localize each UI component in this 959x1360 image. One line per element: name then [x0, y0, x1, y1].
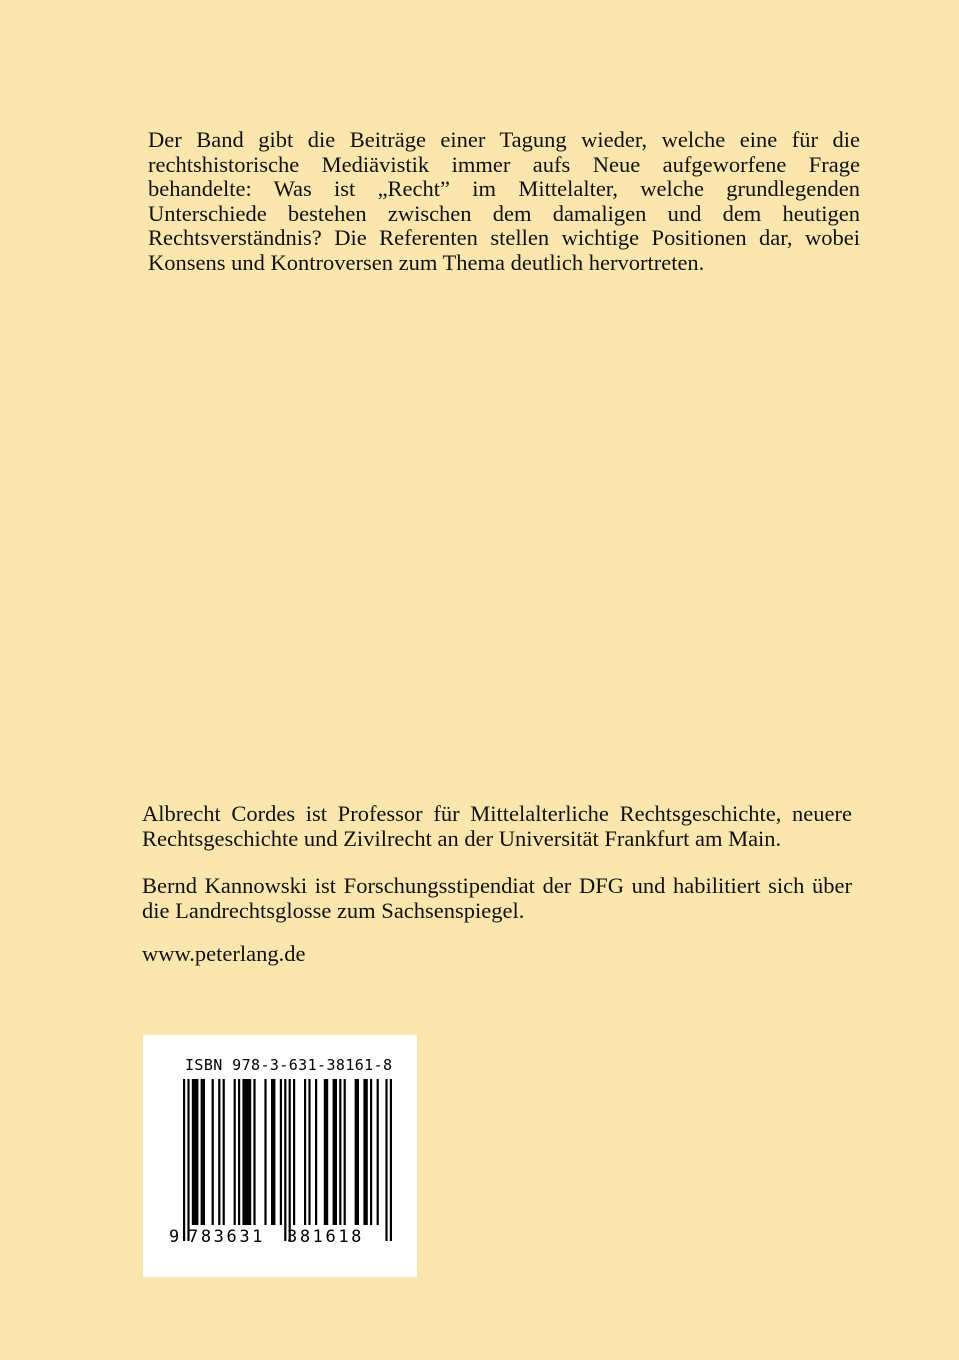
isbn-label: ISBN 978-3-631-38161-8 [185, 1056, 393, 1074]
barcode-bar-5 [218, 1079, 220, 1225]
barcode-bar-23 [344, 1079, 346, 1225]
blurb-text: Der Band gibt die Beiträge einer Tagung wieder, welche eine für die rechtshistorische Mediävistik immer aufs Neue aufgeworfene Frage behandelte: Was ist „Recht” im Mittelalter, welche grundlegenden Unterschiede bestehen zwischen dem damaligen und dem heutigen Rechtsverständnis? Die Referenten stellen wichtige Positionen dar, wobei Konsens und Kontroversen zum Thema deutlich hervortreten. [148, 127, 860, 275]
barcode-bar-11 [264, 1079, 266, 1225]
barcode-bar-27 [377, 1079, 379, 1225]
barcode-bar-20 [324, 1079, 328, 1225]
barcode-bar-29 [390, 1079, 392, 1241]
barcode-bars [143, 1035, 417, 1277]
ean-left-group: 783631 [188, 1227, 266, 1247]
barcode-bar-17 [304, 1079, 306, 1225]
barcode-bar-21 [333, 1079, 337, 1225]
barcode-bar-4 [212, 1079, 214, 1225]
ean-first-digit: 9 [169, 1227, 180, 1247]
ean-right-group: 381618 [287, 1227, 365, 1247]
barcode-bar-6 [223, 1079, 225, 1225]
barcode-bar-18 [308, 1079, 310, 1225]
barcode-bar-2 [192, 1079, 199, 1225]
barcode-bar-13 [280, 1079, 282, 1225]
barcode-bar-1 [187, 1079, 189, 1241]
barcode-bar-12 [271, 1079, 275, 1225]
barcode-bar-22 [339, 1079, 341, 1225]
barcode-bar-15 [289, 1079, 291, 1241]
isbn-barcode [143, 1035, 417, 1277]
barcode-bar-14 [284, 1079, 286, 1241]
barcode-bar-7 [234, 1079, 236, 1225]
barcode-bar-24 [355, 1079, 359, 1225]
author-bio-kannowski: Bernd Kannowski ist Forschungsstipendiat der DFG und habilitiert sich über die Landrechtsglosse zum Sachsenspiegel. [142, 873, 852, 923]
barcode-bar-9 [242, 1079, 251, 1225]
barcode-bar-25 [363, 1079, 367, 1225]
barcode-bar-0 [183, 1079, 185, 1241]
barcode-bar-28 [385, 1079, 387, 1241]
author-bio-cordes: Albrecht Cordes ist Professor für Mittelalterliche Rechtsgeschichte, neuere Rechtsgeschichte und Zivilrecht an der Universität Frankfurt am Main. [142, 801, 852, 851]
barcode-bar-8 [238, 1079, 240, 1225]
barcode-bar-19 [315, 1079, 317, 1225]
barcode-bar-26 [370, 1079, 372, 1225]
barcode-bar-16 [293, 1079, 295, 1225]
barcode-bar-3 [201, 1079, 205, 1225]
publisher-website: www.peterlang.de [142, 941, 306, 966]
barcode-bar-10 [253, 1079, 255, 1225]
